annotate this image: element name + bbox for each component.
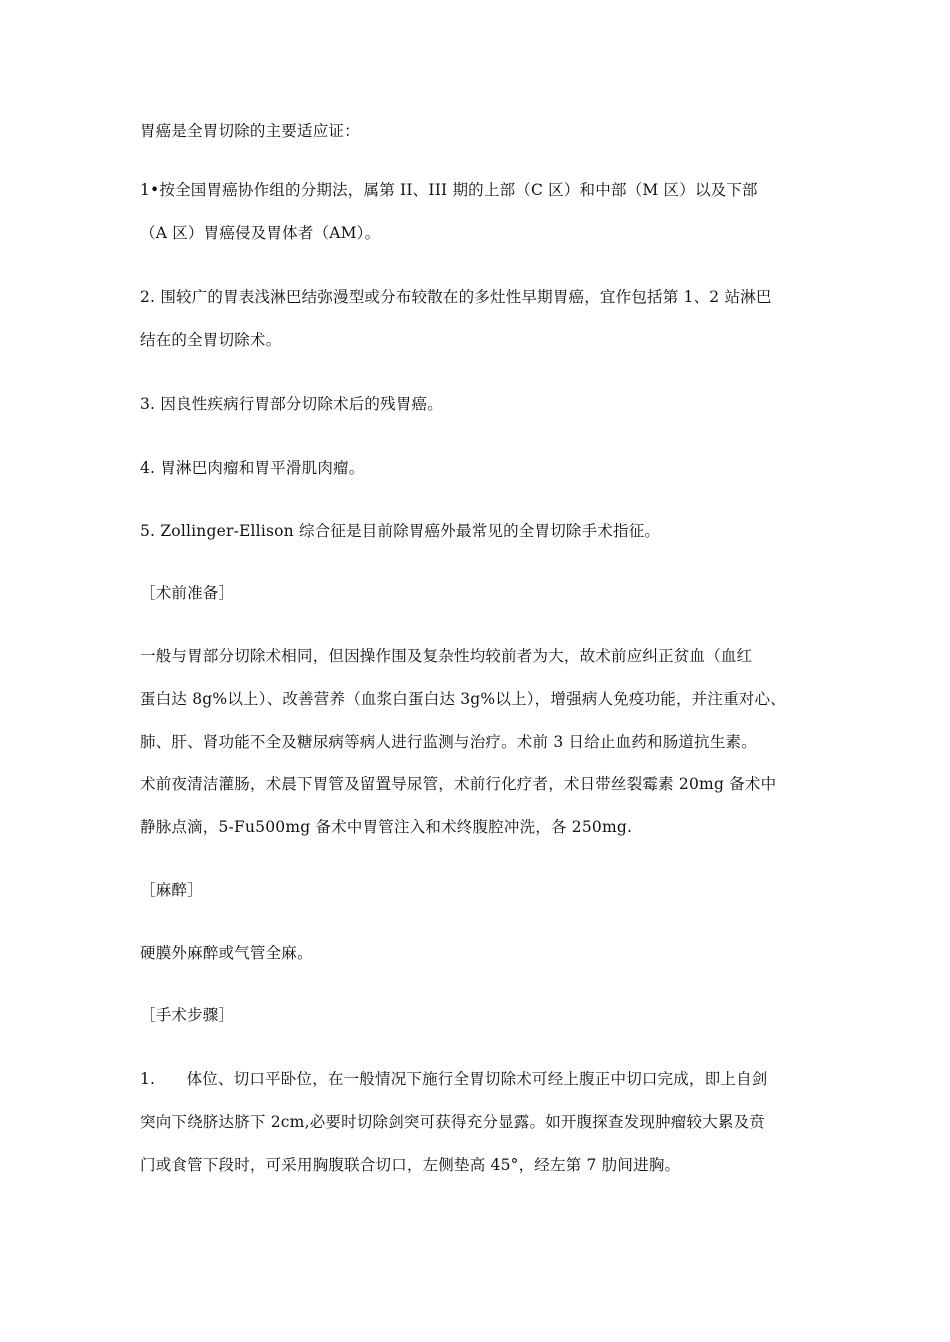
- steps-line-3: 门或食管下段时，可采用胸腹联合切口，左侧垫高 45°，经左第 7 肋间进胸。: [140, 1156, 681, 1174]
- indication-2-line-2: 结在的全胃切除术。: [140, 331, 282, 349]
- indication-2-line-1: 2. 围较广的胃表浅淋巴结弥漫型或分布较散在的多灶性早期胃癌，宜作包括第 1、2 站淋巴: [140, 288, 772, 306]
- anesthesia-text: 硬膜外麻醉或气管全麻。: [140, 944, 313, 962]
- preop-line-3: 肺、肝、肾功能不全及糖尿病等病人进行监测与治疗。术前 3 日给止血药和肠道抗生素。: [140, 733, 757, 751]
- anesthesia-heading: ［麻醉］: [140, 881, 203, 899]
- indication-4: 4. 胃淋巴肉瘤和胃平滑肌肉瘤。: [140, 459, 365, 477]
- steps-line-1: 1. 体位、切口平卧位，在一般情况下施行全胃切除术可经上腹正中切口完成，即上自剑: [140, 1070, 768, 1088]
- indication-1-line-2: （A 区）胃癌侵及胃体者（AM）。: [140, 224, 381, 242]
- preop-heading: ［术前准备］: [140, 584, 235, 602]
- intro-text: 胃癌是全胃切除的主要适应证：: [140, 122, 360, 140]
- indication-5: 5. Zollinger-Ellison 综合征是目前除胃癌外最常见的全胃切除手术指征。: [140, 522, 661, 540]
- steps-line-2: 突向下绕脐达脐下 2cm,必要时切除剑突可获得充分显露。如开腹探查发现肿瘤较大累及贲: [140, 1113, 765, 1131]
- preop-line-4: 术前夜清洁灌肠，术晨下胃管及留置导尿管，术前行化疗者，术日带丝裂霉素 20mg 备术中: [140, 775, 777, 793]
- indication-3: 3. 因良性疾病行胃部分切除术后的残胃癌。: [140, 395, 443, 413]
- preop-line-2: 蛋白达 8g%以上）、改善营养（血浆白蛋白达 3g%以上），增强病人免疫功能，并注重对心、: [140, 690, 786, 708]
- steps-heading: ［手术步骤］: [140, 1006, 235, 1024]
- preop-line-1: 一般与胃部分切除术相同，但因操作围及复杂性均较前者为大，故术前应纠正贫血（血红: [140, 647, 753, 665]
- preop-line-5: 静脉点滴，5-Fu500mg 备术中胃管注入和术终腹腔冲洗，各 250mg.: [140, 818, 633, 836]
- indication-1-line-1: 1•按全国胃癌协作组的分期法，属第 II、III 期的上部（C 区）和中部（M 区）以及下部: [140, 181, 758, 199]
